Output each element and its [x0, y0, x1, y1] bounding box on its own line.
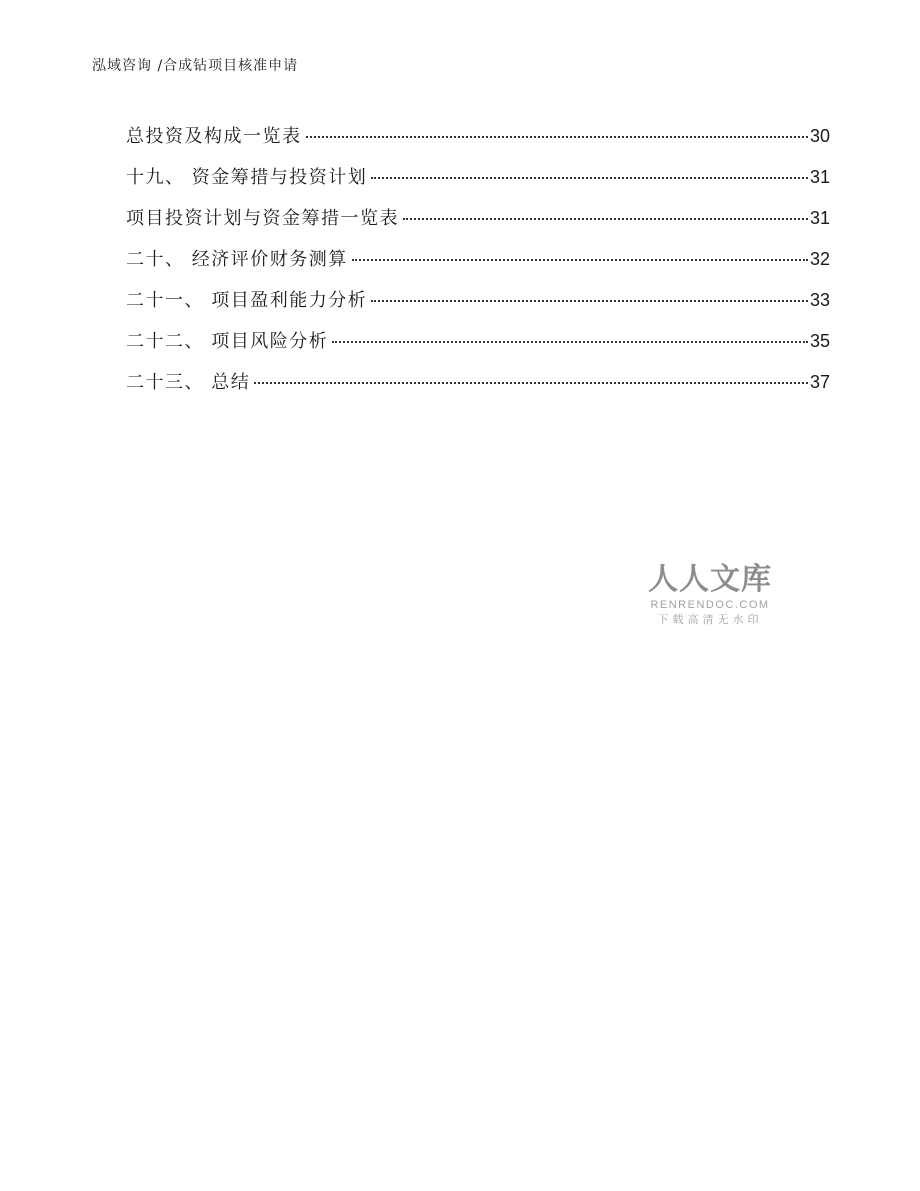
toc-leader-dots — [306, 136, 808, 138]
toc-entry-page: 31 — [809, 208, 830, 228]
toc-leader-dots — [254, 382, 808, 384]
toc-leader-dots — [371, 300, 808, 302]
toc-entry-page: 35 — [809, 331, 830, 351]
toc-entry-title: 二十三、 总结 — [126, 372, 251, 393]
toc-entry[interactable] — [126, 245, 830, 286]
watermark-url: RENRENDOC.COM — [650, 599, 770, 611]
toc-entry[interactable] — [126, 327, 830, 368]
toc-entry-title: 二十、 经济评价财务测算 — [126, 249, 348, 270]
toc-entry-page: 32 — [809, 249, 830, 269]
toc-leader-dots — [332, 341, 808, 343]
toc-entry-title: 项目投资计划与资金筹措一览表 — [126, 208, 399, 229]
toc-entry-page: 33 — [809, 290, 830, 310]
toc-entry-title: 十九、 资金筹措与投资计划 — [126, 167, 368, 188]
watermark-tagline: 下载高清无水印 — [657, 613, 763, 626]
toc-leader-dots — [352, 259, 808, 261]
watermark-logo — [640, 562, 780, 628]
header-divider — [92, 80, 828, 81]
toc-entry-title: 二十一、 项目盈利能力分析 — [126, 290, 368, 311]
toc-entry-page: 30 — [809, 126, 830, 146]
page-header: 泓域咨询 /合成钻项目核准申请 — [92, 58, 299, 74]
toc-entry[interactable] — [126, 204, 830, 245]
toc-entry-page: 37 — [809, 372, 830, 392]
toc-entry[interactable] — [126, 368, 830, 409]
toc-entry[interactable] — [126, 286, 830, 327]
watermark-title: 人人文库 — [648, 562, 772, 597]
toc-leader-dots — [371, 177, 808, 179]
toc-entry[interactable] — [126, 163, 830, 204]
toc-leader-dots — [403, 218, 808, 220]
toc-entry[interactable] — [126, 122, 830, 163]
toc-entry-title: 二十二、 项目风险分析 — [126, 331, 329, 352]
table-of-contents — [126, 122, 830, 409]
toc-entry-page: 31 — [809, 167, 830, 187]
toc-entry-title: 总投资及构成一览表 — [126, 126, 302, 147]
